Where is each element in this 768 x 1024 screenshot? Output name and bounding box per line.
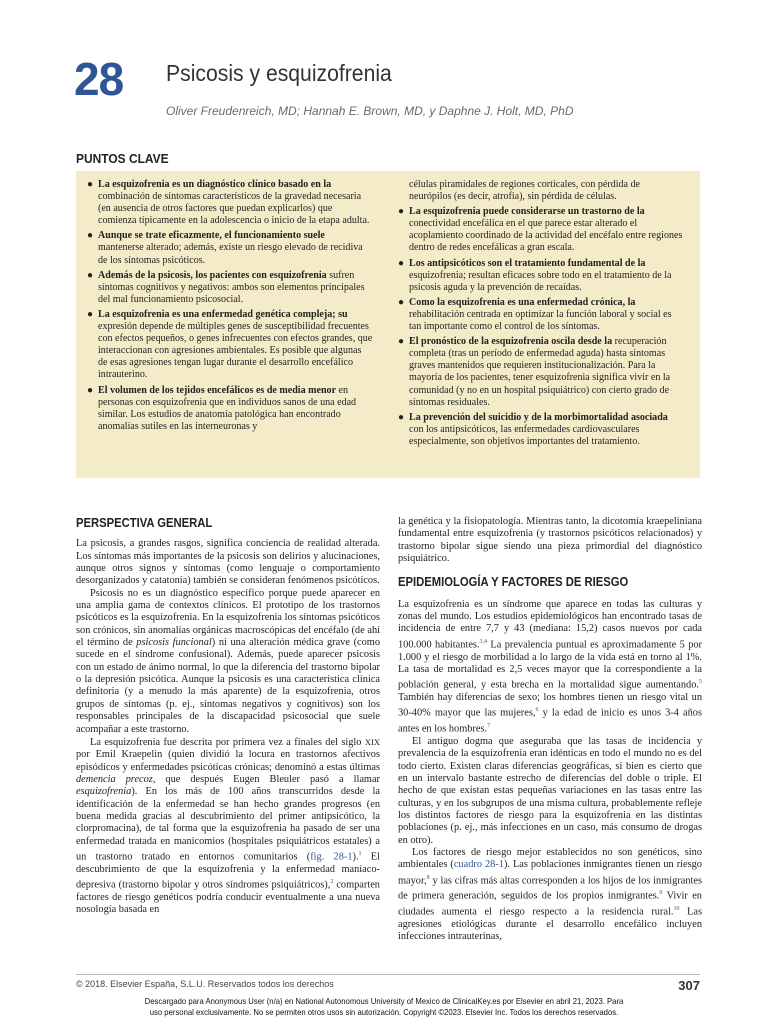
text-run: La prevalencia puntual es aproximadamente 5 por 1.000 y el riesgo de morbilidad a lo largo de la vida está en torno al 1%. La tasa de mortalidad es 2,5 veces mayor que la correspondiente a la población general, y esta brecha en la mortalidad sigue aumentando.	[398, 639, 702, 691]
bullet-icon: ●	[398, 336, 405, 348]
key-point	[398, 336, 684, 409]
bullet-icon: ●	[87, 384, 94, 396]
key-point-body: combinación de síntomas característicos de la gravedad necesaria (en ausencia de otros factores que puedan explicarlos) que comienza típicamente en la adolescencia o inicio de la etapa adulta.	[98, 191, 370, 227]
reference-link[interactable]: 10	[673, 906, 680, 913]
key-point-body: conectividad encefálica en el que parece estar alterado el acoplamiento coordinado de la actividad del encéfalo entre regiones dentro de redes encefálicas a gran escala.	[409, 218, 683, 254]
key-point	[398, 297, 684, 333]
bullet-icon: ●	[87, 269, 94, 281]
box-link[interactable]: cuadro 28-1	[453, 859, 504, 871]
paragraph: la genética y la fisiopatología. Mientras tanto, la dicotomía kraepeliniana fundamental entre esquizofrenia (y trastornos psicóticos relacionados) y trastorno bipolar sigue siendo una pieza primordial del diagnóstico psiquiátrico.	[398, 516, 702, 565]
key-point-lead: La esquizofrenia es un diagnóstico clínico basado en la	[98, 179, 332, 190]
bullet-icon: ●	[398, 296, 405, 308]
reference-link[interactable]: 3,4	[479, 638, 488, 645]
key-point	[87, 270, 373, 306]
page-number: 307	[678, 978, 700, 993]
key-point-lead: Además de la psicosis, los pacientes con esquizofrenia	[98, 269, 327, 281]
bullet-icon: ●	[398, 206, 405, 218]
paragraph	[398, 847, 702, 944]
key-points-right-column	[398, 179, 684, 451]
bullet-icon: ●	[398, 411, 405, 423]
section-heading-epidemiologia: EPIDEMIOLOGÍA Y FACTORES DE RIESGO	[398, 575, 629, 590]
text-run: Los factores de riesgo mejor establecidos no son genéticos, sino ambientales (	[398, 847, 702, 871]
key-point-lead: Aunque se trate eficazmente, el funcionamiento suele	[98, 230, 325, 242]
copyright-notice: © 2018. Elsevier España, S.L.U. Reservados todos los derechos	[76, 979, 334, 989]
text-run: Psicosis no es un diagnóstico específico porque puede aparecer en una amplia gama de contextos clínicos. El prototipo de los trastornos psicóticos es la esquizofrenia. En la esquizofrenia los síntomas psicóticos son crónicos, sin anomalías orgánicas macroscópicas del encéfalo (de ahí el término de	[76, 587, 380, 649]
key-point	[87, 309, 373, 382]
key-point	[398, 258, 684, 294]
key-point-lead: Los antipsicóticos son el tratamiento fundamental de la	[409, 257, 646, 269]
text-run: , que después Eugen Bleuler pasó a llamar	[152, 773, 380, 785]
text-run: por Emil Kraepelin (quien dividió la locura en trastornos afectivos episódicos y enfermedades psicóticas crónicas; denominó a estas últimas	[76, 749, 380, 773]
paragraph	[398, 599, 702, 736]
key-point-lead: El pronóstico de la esquizofrenia oscila desde la	[409, 336, 613, 348]
text-run: La esquizofrenia fue descrita por primera vez a finales del siglo	[90, 736, 365, 748]
section-heading-perspectiva: PERSPECTIVA GENERAL	[76, 516, 213, 530]
paragraph	[76, 588, 380, 736]
text-run: y la edad de inicio es unos 3-4 años antes en los hombres.	[398, 707, 702, 735]
download-notice-line: uso personal exclusivamente. No se permiten otros usos sin autorización. Copyright ©2023. Elsevier Inc. Todos los derechos reservados.	[149, 1007, 619, 1017]
italic-term: esquizofrenia	[76, 786, 132, 798]
key-point-lead: La esquizofrenia es una enfermedad genética compleja; su	[98, 308, 348, 320]
key-point-body: expresión depende de múltiples genes de susceptibilidad frecuentes con efectos pequeños, o genes infrecuentes con efectos grandes, que interaccionan con agresiones ambientales. Es posible que algunas de esas agresiones tengan lugar durante el desarrollo encefálico intrauterino.	[98, 321, 373, 381]
bullet-icon: ●	[87, 308, 94, 320]
text-run: La esquizofrenia es un síndrome que aparece en todas las culturas y zonas del mundo. Los estudios epidemiológicos han encontrado tasas de incidencia de entre 7,7 y 43 (mediana: 15,2) casos nuevos por cada 100.000 habitantes.	[398, 598, 702, 651]
text-run: ). Las poblaciones inmigrantes tienen un riesgo mayor,	[398, 859, 702, 887]
bullet-icon: ●	[87, 179, 94, 190]
key-point	[87, 179, 373, 227]
italic-term: demencia precoz	[76, 773, 153, 785]
text-run: comparten factores de riesgo genéticos podría conducir eventualmente a una nueva nosología basada en	[76, 879, 380, 916]
download-notice-line: Descargado para Anonymous User (n/a) en National Autonomous University of Mexico de ClinicalKey.es por Elsevier en abril 21, 2023. Para	[144, 996, 624, 1006]
body-right-column	[398, 516, 702, 944]
key-point-body: con los antipsicóticos, las enfermedades cardiovasculares especialmente, son objetivos importantes del tratamiento.	[409, 423, 640, 447]
key-point-lead: La esquizofrenia puede considerarse un trastorno de la	[409, 206, 645, 218]
key-point	[398, 412, 684, 448]
chapter-title: Psicosis y esquizofrenia	[166, 60, 392, 86]
key-points-box	[76, 171, 700, 478]
figure-link[interactable]: fig. 28-1	[310, 851, 353, 863]
text-run: ) ni una alteración médica grave (como sucede en el síndrome confusional). Además, puede aparecer psicosis con un estado de ánimo normal, lo que la diferencia del trastorno bipolar o la depresión psicótica. Aunque la psicosis es una característica clínica definitoria (y a menudo la más aparente) de la esquizofrenia, otros grupos de síntomas (p. ej., síntomas negativos y cognitivos) son los responsables principales de la discapacidad psicosocial que suele acompañar a este trastorno.	[76, 637, 380, 735]
key-point-body: esquizofrenia; resultan eficaces sobre todo en el tratamiento de la psicosis aguda y la prevención de recaídas.	[409, 269, 672, 293]
key-point	[398, 206, 684, 254]
download-notice	[31, 996, 738, 1018]
key-point-body: recuperación completa (tras un período de enfermedad aguda) hasta síntomas graves mantenidos que requieren institucionalización. Para la mayoría de los pacientes, tener esquizofrenia significa vivir en la comunidad (y no en un hospital psiquiátrico) con cierto grado de síntomas residuales.	[409, 336, 671, 408]
reference-link[interactable]: 1	[358, 850, 362, 857]
text-run: Las agresiones etiológicas durante el desarrollo encefálico incluyen infecciones intrauterinas,	[398, 906, 702, 943]
text-run: Vivir en ciudades aumenta el riesgo respecto a la residencia rural.	[398, 890, 702, 918]
paragraph	[76, 736, 380, 917]
key-point-body: rehabilitación centrada en optimizar la función laboral y social es tan importante como el control de los síntomas.	[409, 308, 672, 333]
text-run: ).	[352, 851, 359, 863]
text-run: También hay diferencias de sexo; los hombres tienen un riesgo vital un 30-40% mayor que las mujeres,	[398, 692, 702, 719]
reference-link[interactable]: 6	[535, 707, 539, 714]
key-points-title: PUNTOS CLAVE	[76, 151, 169, 166]
footer-divider	[76, 974, 700, 975]
key-point-body: mantenerse alterado; además, existe un riesgo elevado de recidiva de los síntomas psicóticos.	[98, 242, 363, 266]
century-smallcaps: XIX	[364, 736, 380, 747]
text-run: ). En los más de 100 años transcurridos desde la identificación de la enfermedad se han hecho grandes progresos (en buena medida gracias al descubrimiento del primer antipsicótico, la clorpromacina), de tal forma que la esquizofrenia ha pasado de ser una enfermedad tratada en manicomios (hospitales psiquiátricos estatales) a un trastorno tratado en entornos comunitarios (	[76, 786, 380, 863]
chapter-number: 28	[74, 53, 124, 105]
italic-term: psicosis funcional	[136, 637, 212, 649]
key-points-left-column	[87, 179, 373, 436]
key-point-body: sufren síntomas cognitivos y negativos: ambos son elementos principales del mal funcionamiento psicosocial.	[98, 269, 365, 305]
key-point-body: en personas con esquizofrenia que en individuos sanos de una edad similar. Los estudios de anatomía patológica han encontrado anomalías sutiles en las interneuronas y	[98, 384, 357, 432]
key-point	[87, 230, 373, 266]
chapter-authors: Oliver Freudenreich, MD; Hannah E. Brown, MD, y Daphne J. Holt, MD, PhD	[166, 104, 574, 118]
paragraph: La psicosis, a grandes rasgos, significa conciencia de realidad alterada. Los síntomas más importantes de la psicosis son delirios y alucinaciones, aunque otros signos y síntomas (como lenguaje o comportamiento desorganizados y catatonía) también se consideran fenómenos psicóticos.	[76, 538, 380, 587]
reference-link[interactable]: 7	[487, 723, 491, 730]
key-point	[87, 385, 373, 433]
reference-link[interactable]: 5	[699, 679, 702, 686]
key-point-lead: Como la esquizofrenia es una enfermedad crónica, la	[409, 296, 636, 308]
text-run: y las cifras más altas corresponden a los hijos de los inmigrantes de primera generación, seguidos de los propios inmigrantes.	[398, 875, 702, 902]
key-point-lead: El volumen de los tejidos encefálicos es de media menor	[98, 384, 337, 396]
reference-link[interactable]: 9	[659, 890, 663, 897]
paragraph: El antiguo dogma que aseguraba que las tasas de incidencia y prevalencia de la esquizofrenia eran idénticas en todo el mundo no es del todo cierto. Existen claras diferencias geográficas, si bien es cierto que en un intervalo bastante estrecho de diferencias del doble o triple. El hecho de que existan estas pequeñas variaciones en las tasas entre las culturas, y en los subgrupos de una misma cultura, probablemente refleje los distintos factores de riesgo para la esquizofrenia en las distintas poblaciones (p. ej., más infecciones en un caso, más consumo de drogas en otro).	[398, 735, 702, 846]
body-left-column	[76, 517, 380, 917]
text-run: El descubrimiento de que la esquizofrenia y la enfermedad maníaco-depresiva (trastorno bipolar y otros síndromes psiquiátricos),	[76, 851, 380, 891]
key-point-lead: La prevención del suicidio y de la morbimortalidad asociada	[409, 411, 668, 423]
bullet-icon: ●	[87, 230, 94, 242]
bullet-icon: ●	[398, 257, 405, 269]
reference-link[interactable]: 2	[330, 879, 334, 886]
key-point-continuation: células piramidales de regiones corticales, con pérdida de neurópilos (es decir, atrofia), sin pérdida de células.	[409, 179, 640, 203]
reference-link[interactable]: 8	[426, 874, 430, 881]
